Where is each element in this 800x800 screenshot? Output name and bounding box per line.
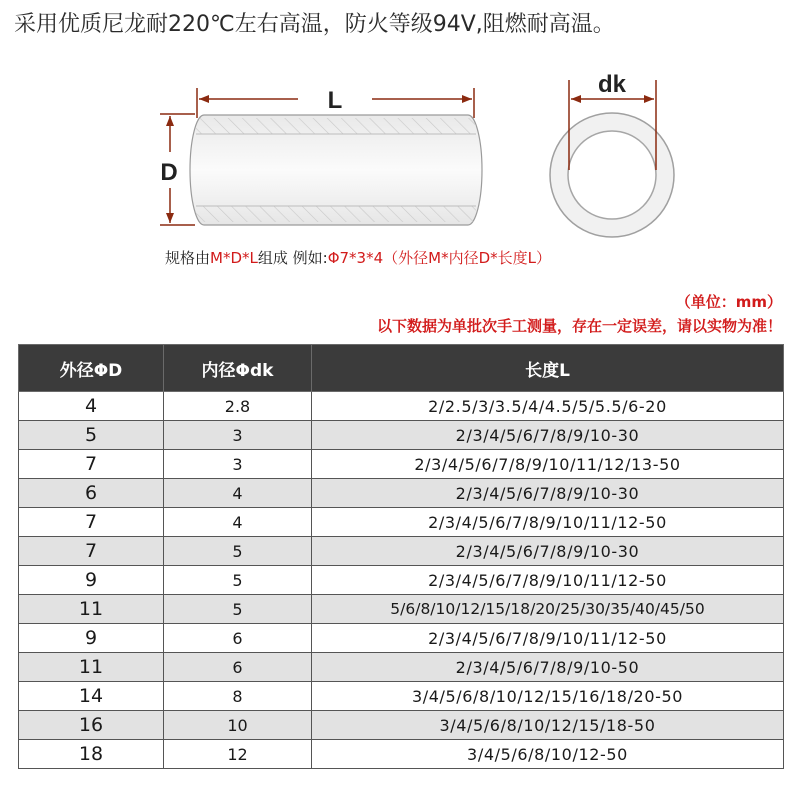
cell-outer: 11	[19, 653, 164, 682]
cell-outer: 14	[19, 682, 164, 711]
cell-outer: 7	[19, 537, 164, 566]
table-row	[19, 711, 784, 740]
composition-prefix: 规格由	[165, 249, 211, 267]
cell-lengths: 5/6/8/10/12/15/18/20/25/30/35/40/45/50	[312, 595, 784, 624]
cell-outer: 16	[19, 711, 164, 740]
composition-formula: M*D*L	[210, 249, 258, 267]
table-row	[19, 537, 784, 566]
cell-lengths: 2/3/4/5/6/7/8/9/10-30	[312, 421, 784, 450]
cell-lengths: 2/3/4/5/6/7/8/9/10-30	[312, 479, 784, 508]
cell-lengths: 3/4/5/6/8/10/12/15/18-50	[312, 711, 784, 740]
header-outer-diameter: 外径ΦD	[19, 345, 164, 392]
table-row	[19, 421, 784, 450]
cell-outer: 9	[19, 624, 164, 653]
outer-label: D	[160, 159, 178, 186]
cell-inner: 12	[164, 740, 312, 769]
table-row	[19, 392, 784, 421]
cell-inner: 5	[164, 566, 312, 595]
table-header-row	[19, 345, 784, 392]
sleeve-diagram	[0, 60, 800, 260]
table-row	[19, 682, 784, 711]
sleeve-end-view	[550, 80, 674, 237]
cell-lengths: 2/2.5/3/3.5/4/4.5/5/5.5/6-20	[312, 392, 784, 421]
cell-inner: 4	[164, 479, 312, 508]
cell-outer: 7	[19, 508, 164, 537]
cell-outer: 7	[19, 450, 164, 479]
cell-inner: 6	[164, 624, 312, 653]
composition-mid: 组成 例如:	[257, 249, 328, 267]
unit-note: （单位：mm）	[675, 293, 782, 311]
cell-lengths: 2/3/4/5/6/7/8/9/10/11/12-50	[312, 624, 784, 653]
composition-example: Φ7*3*4（外径M*内径D*长度L）	[327, 249, 551, 267]
cell-outer: 11	[19, 595, 164, 624]
cell-outer: 5	[19, 421, 164, 450]
header-length: 长度L	[312, 345, 784, 392]
cell-lengths: 2/3/4/5/6/7/8/9/10/11/12-50	[312, 508, 784, 537]
length-label: L	[327, 87, 343, 114]
cell-inner: 2.8	[164, 392, 312, 421]
cell-inner: 6	[164, 653, 312, 682]
spec-table	[18, 344, 784, 769]
header-inner-diameter: 内径Φdk	[164, 345, 312, 392]
cell-outer: 18	[19, 740, 164, 769]
cell-lengths: 3/4/5/6/8/10/12/15/16/18/20-50	[312, 682, 784, 711]
composition-note	[165, 247, 551, 269]
table-row	[19, 450, 784, 479]
cell-inner: 5	[164, 537, 312, 566]
table-row	[19, 508, 784, 537]
cell-lengths: 2/3/4/5/6/7/8/9/10-50	[312, 653, 784, 682]
cell-outer: 6	[19, 479, 164, 508]
table-row	[19, 624, 784, 653]
cell-lengths: 2/3/4/5/6/7/8/9/10-30	[312, 537, 784, 566]
cell-outer: 4	[19, 392, 164, 421]
measurement-warning: 以下数据为单批次手工测量，存在一定误差，请以实物为准！	[376, 317, 782, 335]
cell-lengths: 2/3/4/5/6/7/8/9/10/11/12-50	[312, 566, 784, 595]
table-row	[19, 479, 784, 508]
cell-outer: 9	[19, 566, 164, 595]
sleeve-side-view	[190, 115, 482, 225]
headline: 采用优质尼龙耐220℃左右高温，防火等级94V,阻燃耐高温。	[14, 12, 615, 37]
cell-inner: 10	[164, 711, 312, 740]
inner-label: dk	[597, 71, 627, 98]
table-row	[19, 566, 784, 595]
cell-lengths: 2/3/4/5/6/7/8/9/10/11/12/13-50	[312, 450, 784, 479]
cell-inner: 4	[164, 508, 312, 537]
table-row	[19, 653, 784, 682]
cell-inner: 5	[164, 595, 312, 624]
cell-lengths: 3/4/5/6/8/10/12-50	[312, 740, 784, 769]
cell-inner: 3	[164, 421, 312, 450]
table-row	[19, 595, 784, 624]
table-row	[19, 740, 784, 769]
cell-inner: 3	[164, 450, 312, 479]
cell-inner: 8	[164, 682, 312, 711]
